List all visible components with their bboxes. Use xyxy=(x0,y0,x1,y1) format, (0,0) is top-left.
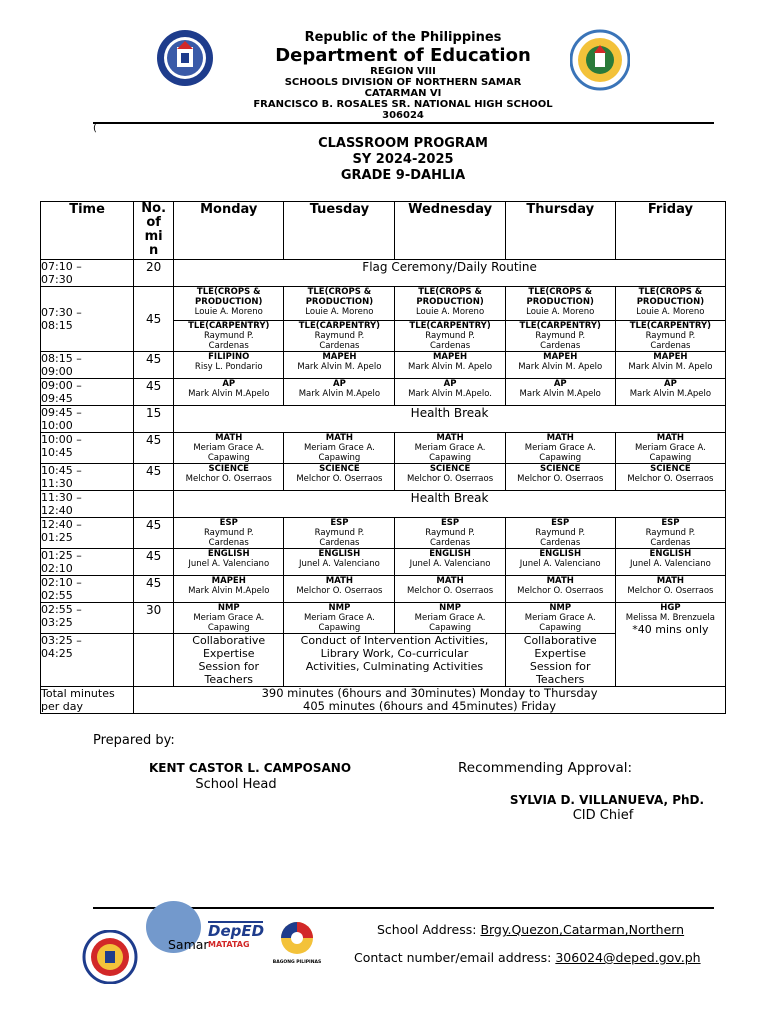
time-cell: 11:30 – 12:40 xyxy=(41,491,134,518)
table-row xyxy=(41,549,726,576)
schedule-cell: ESP Raymund P. Cardenas xyxy=(615,518,725,549)
table-row xyxy=(41,576,726,603)
schedule-cell: AP Mark Alvin M.Apelo xyxy=(284,379,395,406)
division-line: SCHOOLS DIVISION OF NORTHERN SAMAR xyxy=(284,77,522,88)
minutes-cell: 45 xyxy=(134,464,174,491)
minutes-cell: 45 xyxy=(134,287,174,352)
schedule-cell: TLE(CARPENTRY) Raymund P. Cardenas xyxy=(284,321,395,352)
time-cell: 02:55 – 03:25 xyxy=(41,603,134,634)
schedule-cell: SCIENCE Melchor O. Oserraos xyxy=(284,464,395,491)
schedule-cell: ESP Raymund P. Cardenas xyxy=(284,518,395,549)
table-row xyxy=(41,287,726,321)
table-row xyxy=(41,379,726,406)
school-address-value: Brgy.Quezon,Catarman,Northern xyxy=(480,922,685,937)
schedule-cell: MAPEH Mark Alvin M. Apelo xyxy=(284,352,395,379)
schedule-cell: ENGLISH Junel A. Valenciano xyxy=(505,549,615,576)
health-break-cell: Health Break xyxy=(174,406,726,433)
schedule-cell: MAPEH Mark Alvin M.Apelo xyxy=(174,576,284,603)
time-cell: 08:15 – 09:00 xyxy=(41,352,134,379)
collaborative-session-cell: Collaborative Expertise Session for Teachers xyxy=(505,634,615,687)
schedule-cell: MAPEH Mark Alvin M. Apelo xyxy=(505,352,615,379)
department-line: Department of Education xyxy=(275,45,531,66)
schedule-cell: AP Mark Alvin M.Apelo xyxy=(615,379,725,406)
schedule-cell: TLE(CROPS & PRODUCTION) Louie A. Moreno xyxy=(284,287,395,321)
schedule-cell: MATH Meriam Grace A. Capawing xyxy=(284,433,395,464)
table-row xyxy=(41,687,726,714)
stray-mark: ( xyxy=(93,123,97,134)
header-friday: Friday xyxy=(615,202,725,260)
schedule-cell: SCIENCE Melchor O. Oserraos xyxy=(615,464,725,491)
deped-logo xyxy=(208,921,263,950)
header-monday: Monday xyxy=(174,202,284,260)
cid-chief-title: CID Chief xyxy=(572,808,634,823)
time-cell: 07:10 – 07:30 xyxy=(41,260,134,287)
republic-line: Republic of the Philippines xyxy=(304,30,502,45)
schedule-cell: ENGLISH Junel A. Valenciano xyxy=(615,549,725,576)
schedule-cell: MATH Melchor O. Oserraos xyxy=(284,576,395,603)
schedule-cell: MAPEH Mark Alvin M. Apelo xyxy=(615,352,725,379)
flag-ceremony-cell: Flag Ceremony/Daily Routine xyxy=(174,260,726,287)
schedule-cell: TLE(CROPS & PRODUCTION) Louie A. Moreno xyxy=(615,287,725,321)
table-row xyxy=(41,352,726,379)
collaborative-session-cell: Collaborative Expertise Session for Teachers xyxy=(174,634,284,687)
schedule-cell: TLE(CROPS & PRODUCTION) Louie A. Moreno xyxy=(174,287,284,321)
address-continuation: Samar xyxy=(168,937,209,952)
table-row xyxy=(41,491,726,518)
table-row xyxy=(41,464,726,491)
minutes-cell: 45 xyxy=(134,352,174,379)
bagong-pilipinas-icon xyxy=(272,920,322,964)
schedule-cell: MATH Melchor O. Oserraos xyxy=(395,576,505,603)
school-address-label: School Address: xyxy=(377,922,481,937)
minutes-cell xyxy=(134,491,174,518)
prepared-by-label: Prepared by: xyxy=(93,733,175,748)
schedule-table xyxy=(40,201,726,714)
schedule-cell: TLE(CARPENTRY) Raymund P. Cardenas xyxy=(505,321,615,352)
grade-section: GRADE 9-DAHLIA xyxy=(340,168,466,183)
schedule-cell: MATH Meriam Grace A. Capawing xyxy=(174,433,284,464)
table-row xyxy=(41,603,726,634)
schedule-cell: SCIENCE Melchor O. Oserraos xyxy=(174,464,284,491)
schedule-cell: TLE(CARPENTRY) Raymund P. Cardenas xyxy=(174,321,284,352)
school-year: SY 2024-2025 xyxy=(352,152,454,167)
schedule-cell: NMP Meriam Grace A. Capawing xyxy=(284,603,395,634)
district-line: CATARMAN VI xyxy=(364,88,442,99)
school-address xyxy=(377,922,684,937)
school-line: FRANCISCO B. ROSALES SR. NATIONAL HIGH SCHOOL xyxy=(253,99,553,110)
schedule-cell: ENGLISH Junel A. Valenciano xyxy=(284,549,395,576)
minutes-cell: 20 xyxy=(134,260,174,287)
schedule-cell: MATH Meriam Grace A. Capawing xyxy=(505,433,615,464)
minutes-cell: 45 xyxy=(134,518,174,549)
header-wednesday: Wednesday xyxy=(395,202,505,260)
deped-logo-text: DepED xyxy=(208,922,265,940)
minutes-cell: 45 xyxy=(134,549,174,576)
time-cell: 01:25 – 02:10 xyxy=(41,549,134,576)
header-minutes: No. of mi n xyxy=(134,202,174,260)
minutes-cell xyxy=(134,634,174,687)
contact-label: Contact number/email address: xyxy=(354,950,556,965)
schedule-cell: NMP Meriam Grace A. Capawing xyxy=(505,603,615,634)
minutes-cell: 15 xyxy=(134,406,174,433)
schedule-cell: MATH Meriam Grace A. Capawing xyxy=(615,433,725,464)
time-cell: 09:45 – 10:00 xyxy=(41,406,134,433)
schedule-cell: FILIPINO Risy L. Pondario xyxy=(174,352,284,379)
time-cell: 07:30 – 08:15 xyxy=(41,287,134,352)
schedule-cell: TLE(CARPENTRY) Raymund P. Cardenas xyxy=(615,321,725,352)
matatag-text: MATATAG xyxy=(208,940,250,949)
minutes-cell: 30 xyxy=(134,603,174,634)
time-cell: 10:00 – 10:45 xyxy=(41,433,134,464)
schedule-cell: NMP Meriam Grace A. Capawing xyxy=(395,603,505,634)
school-id-line: 306024 xyxy=(382,110,424,121)
schedule-cell: TLE(CARPENTRY) Raymund P. Cardenas xyxy=(395,321,505,352)
minutes-cell: 45 xyxy=(134,379,174,406)
schedule-cell: MATH Melchor O. Oserraos xyxy=(505,576,615,603)
school-head-name: KENT CASTOR L. CAMPOSANO xyxy=(148,761,352,775)
health-break-cell: Health Break xyxy=(174,491,726,518)
table-row xyxy=(41,518,726,549)
region-line: REGION VIII xyxy=(370,66,436,77)
time-cell: 10:45 – 11:30 xyxy=(41,464,134,491)
header-rule xyxy=(93,122,714,124)
header-tuesday: Tuesday xyxy=(284,202,395,260)
bagong-pilipinas-text: BAGONG PILIPINAS xyxy=(272,960,322,965)
time-cell: 02:10 – 02:55 xyxy=(41,576,134,603)
table-row xyxy=(41,260,726,287)
time-cell: 12:40 – 01:25 xyxy=(41,518,134,549)
schedule-cell: MATH Melchor O. Oserraos xyxy=(615,576,725,603)
schedule-cell: MATH Meriam Grace A. Capawing xyxy=(395,433,505,464)
schedule-cell: AP Mark Alvin M.Apelo xyxy=(174,379,284,406)
recommending-approval-label: Recommending Approval: xyxy=(458,760,633,776)
header-time: Time xyxy=(41,202,134,260)
schedule-cell: ESP Raymund P. Cardenas xyxy=(505,518,615,549)
schedule-cell: ENGLISH Junel A. Valenciano xyxy=(395,549,505,576)
minutes-cell: 45 xyxy=(134,433,174,464)
cid-chief-name: SYLVIA D. VILLANUEVA, PhD. xyxy=(509,793,705,807)
contact-info xyxy=(354,950,701,965)
schedule-cell: ESP Raymund P. Cardenas xyxy=(174,518,284,549)
schedule-cell: ESP Raymund P. Cardenas xyxy=(395,518,505,549)
schedule-cell: TLE(CROPS & PRODUCTION) Louie A. Moreno xyxy=(395,287,505,321)
schedule-cell: ENGLISH Junel A. Valenciano xyxy=(174,549,284,576)
table-header-row xyxy=(41,202,726,260)
schedule-cell: NMP Meriam Grace A. Capawing xyxy=(174,603,284,634)
total-minutes-cell: 390 minutes (6hours and 30minutes) Monday to Thursday 405 minutes (6hours and 45minutes) Friday xyxy=(134,687,726,714)
contact-email-link[interactable]: 306024@deped.gov.ph xyxy=(555,950,701,965)
program-title: CLASSROOM PROGRAM xyxy=(318,136,488,151)
schedule-cell: SCIENCE Melchor O. Oserraos xyxy=(395,464,505,491)
table-row xyxy=(41,433,726,464)
schedule-cell: MAPEH Mark Alvin M. Apelo xyxy=(395,352,505,379)
header-thursday: Thursday xyxy=(505,202,615,260)
time-cell: 03:25 – 04:25 xyxy=(41,634,134,687)
time-cell: 09:00 – 09:45 xyxy=(41,379,134,406)
minutes-cell: 45 xyxy=(134,576,174,603)
schedule-cell: SCIENCE Melchor O. Oserraos xyxy=(505,464,615,491)
school-seal-icon xyxy=(81,930,139,984)
schedule-cell: TLE(CROPS & PRODUCTION) Louie A. Moreno xyxy=(505,287,615,321)
schedule-cell: AP Mark Alvin M.Apelo xyxy=(505,379,615,406)
intervention-activities-cell: Conduct of Intervention Activities, Library Work, Co-curricular Activities, Culminating Activities xyxy=(284,634,505,687)
school-head-title: School Head xyxy=(195,777,277,792)
friday-hgp-cell: HGP Melissa M. Brenzuela *40 mins only xyxy=(615,603,725,687)
schedule-cell: AP Mark Alvin M.Apelo. xyxy=(395,379,505,406)
table-row xyxy=(41,406,726,433)
total-label-cell: Total minutes per day xyxy=(41,687,134,714)
